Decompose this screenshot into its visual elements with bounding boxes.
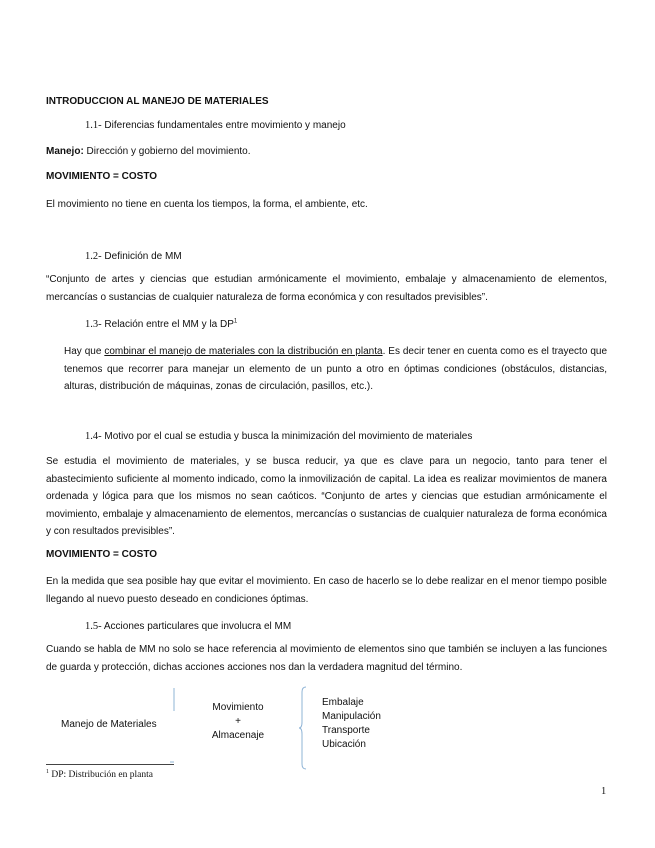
section-number: 1.5- xyxy=(85,621,102,632)
paragraph-evitar: En la medida que sea posible hay que evitar el movimiento. En caso de hacerlo se lo debe realizar en el menor tiempo posible llegando al nuevo puesto deseado en condiciones óptimas. xyxy=(46,576,607,605)
footnote-text: DP: Distribución en planta xyxy=(49,770,153,780)
footnote-reference[interactable]: 1 xyxy=(233,318,238,325)
section-title: Diferencias fundamentales entre movimiento y manejo xyxy=(104,120,346,131)
footnote xyxy=(46,770,153,780)
diagram-left-label: Manejo de Materiales xyxy=(61,719,157,730)
manejo-label: Manejo: xyxy=(46,146,84,157)
section-title: Relación entre el MM y la DP xyxy=(104,319,234,330)
p3-underlined: combinar el manejo de materiales con la distribución en planta xyxy=(104,346,383,357)
manejo-definition xyxy=(46,145,251,158)
p3-pre: Hay que xyxy=(64,346,105,357)
section-1-5-heading xyxy=(85,620,291,633)
diagram-middle-2: + xyxy=(235,716,241,727)
section-number: 1.1- xyxy=(85,120,102,131)
footnote-separator xyxy=(46,764,174,765)
section-1-3-heading xyxy=(85,318,237,331)
paragraph-motivo: Se estudia el movimiento de materiales, y se busca reducir, ya que es clave para un negocio, tanto para tener el abastecimiento suficiente al momento indicado, como la inmovilización de capital. La idea es realizar movimientos de manera ordenada y lógica para que los mismos no sean caóticos. “Conjunto de artes y ciencias que estudian armónicamente el movimiento, embalaje y almacenamiento de elementos, mercancías o sustancias de cualquier naturaleza de forma económica y con resultados previsibles”. xyxy=(46,456,607,537)
paragraph-definition-mm: “Conjunto de artes y ciencias que estudian armónicamente el movimiento, embalaje y almacenamiento de elementos, mercancías o sustancias de cualquier naturaleza de forma económica y con resultados previsibles”. xyxy=(46,274,607,303)
paragraph-movimiento: El movimiento no tiene en cuenta los tiempos, la forma, el ambiente, etc. xyxy=(46,199,368,210)
paragraph-acciones: Cuando se habla de MM no solo se hace referencia al movimiento de elementos sino que también se incluyen a las funciones de guarda y protección, dichas acciones acciones nos dan la verdadera magnitud del término. xyxy=(46,644,607,673)
diagram-right-4: Ubicación xyxy=(322,739,366,750)
p3-post: . Es decir tener en cuenta como es el trayecto que tenemos que recorrer para manejar un elemento de un punto a otro en óptimas condiciones (obstáculos, distancias, alturas, distribución de máquinas, zonas de circulación, pasillos, etc.). xyxy=(64,346,608,392)
diagram-middle-1: Movimiento xyxy=(212,702,264,713)
diagram-brace-right xyxy=(298,686,308,770)
section-1-2-heading xyxy=(85,250,182,263)
section-number: 1.3- xyxy=(85,319,102,330)
page-number: 1 xyxy=(601,786,607,797)
section-title: Acciones particulares que involucra el MM xyxy=(103,621,292,632)
section-title: Definición de MM xyxy=(104,251,182,262)
diagram-right-3: Transporte xyxy=(322,725,370,736)
equation-movimiento-costo: MOVIMIENTO = COSTO xyxy=(46,171,158,182)
footnote-mark: 1 xyxy=(46,768,49,775)
diagram-middle-3: Almacenaje xyxy=(211,730,265,741)
diagram-right-1: Embalaje xyxy=(322,697,364,708)
section-1-1-heading xyxy=(85,119,346,132)
diagram-right-2: Manipulación xyxy=(322,711,381,722)
diagram-bracket-left xyxy=(170,687,176,767)
section-title: Motivo por el cual se estudia y busca la minimización del movimiento de materiales xyxy=(104,431,473,442)
manejo-text: Dirección y gobierno del movimiento. xyxy=(83,146,251,157)
document-title: INTRODUCCION AL MANEJO DE MATERIALES xyxy=(46,96,269,107)
section-number: 1.2- xyxy=(85,251,102,262)
section-1-4-heading xyxy=(85,430,472,443)
section-number: 1.4- xyxy=(85,431,102,442)
equation-movimiento-costo-2: MOVIMIENTO = COSTO xyxy=(46,549,158,560)
paragraph-relacion xyxy=(64,343,607,396)
